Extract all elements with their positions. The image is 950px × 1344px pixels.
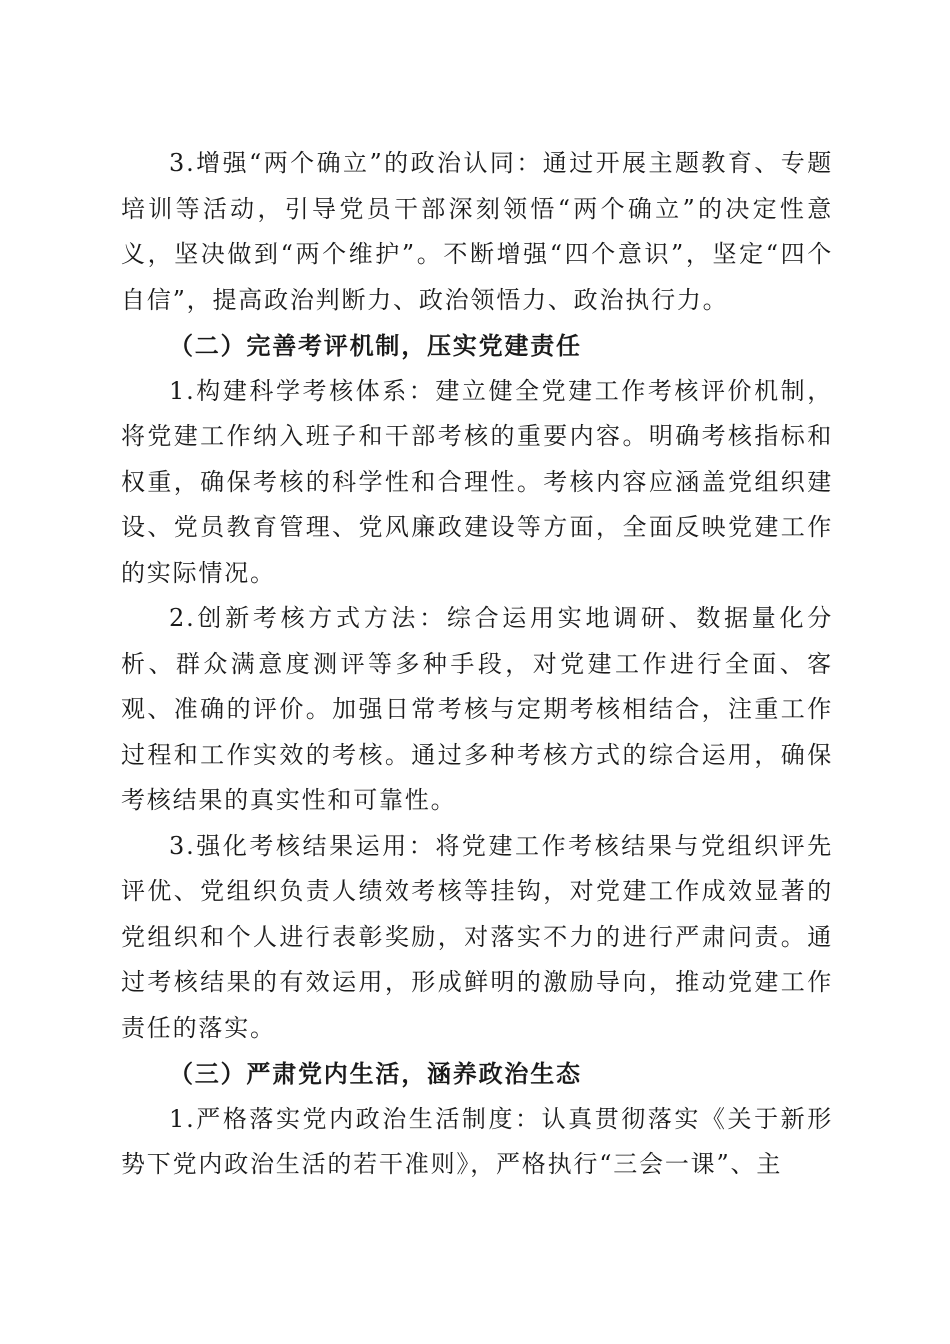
paragraph-strengthen-recognition: 3.增强“两个确立”的政治认同：通过开展主题教育、专题培训等活动，引导党员干部深刻领悟“两个确立”的决定性意义，坚决做到“两个维护”。不断增强“四个意识”，坚定“四个自信”，提高政治判断力、政治领悟力、政治执行力。: [121, 149, 833, 314]
section-heading-3: （三）严肃党内生活，涵养政治生态: [169, 1059, 582, 1088]
section-heading-2: （二）完善考评机制，压实党建责任: [169, 331, 582, 360]
paragraph-apply-assessment-results: 3.强化考核结果运用：将党建工作考核结果与党组织评先评优、党组织负责人绩效考核等挂钩，对党建工作成效显著的党组织和个人进行表彰奖励，对落实不力的进行严肃问责。通过考核结果的有效运用，形成鲜明的激励导向，推动党建工作责任的落实。: [121, 831, 833, 1042]
document-body: [121, 141, 833, 1188]
paragraph-build-assessment-system: 1.构建科学考核体系：建立健全党建工作考核评价机制，将党建工作纳入班子和干部考核的重要内容。明确考核指标和权重，确保考核的科学性和合理性。考核内容应涵盖党组织建设、党员教育管理、党风廉政建设等方面，全面反映党建工作的实际情况。: [121, 376, 833, 587]
paragraph-innovate-assessment-methods: 2.创新考核方式方法：综合运用实地调研、数据量化分析、群众满意度测评等多种手段，对党建工作进行全面、客观、准确的评价。加强日常考核与定期考核相结合，注重工作过程和工作实效的考核。通过多种考核方式的综合运用，确保考核结果的真实性和可靠性。: [121, 604, 833, 814]
paragraph-party-life-system: 1.严格落实党内政治生活制度：认真贯彻落实《关于新形势下党内政治生活的若干准则》，严格执行“三会一课”、主: [121, 1104, 833, 1178]
